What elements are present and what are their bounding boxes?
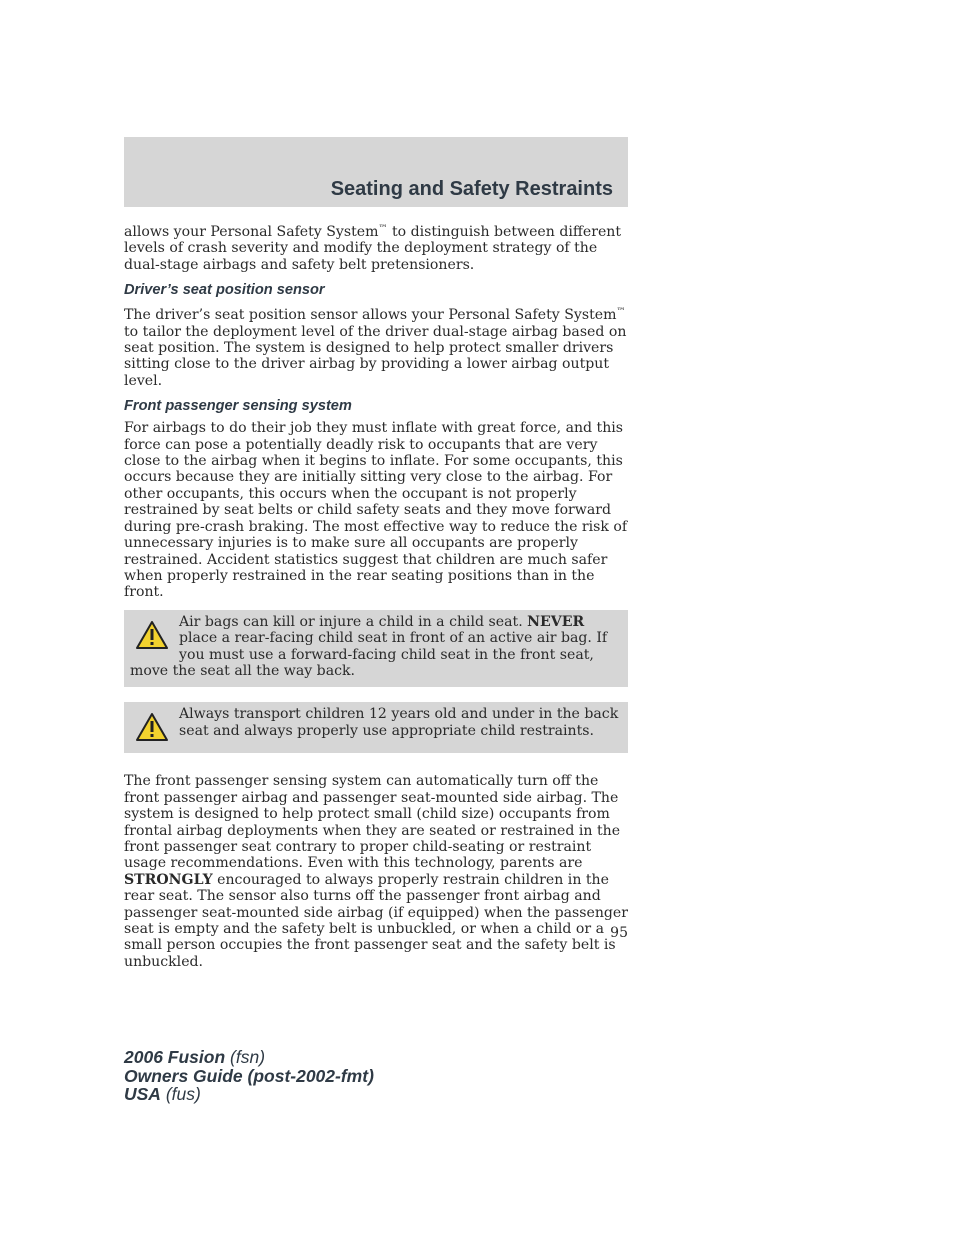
warning-text: Always transport children 12 years old and under in the back seat and always properly use appropriate child restraints. xyxy=(179,706,619,739)
passenger-sensing-heading: Front passenger sensing system xyxy=(124,398,352,415)
warning-text-post: place a rear-facing child seat in front of an active air bag. If you must use a forward-facing child seat in the front seat, move the seat all the way back. xyxy=(130,630,608,679)
warning-box-child-seat xyxy=(124,610,628,688)
closing-text-pre: The front passenger sensing system can automatically turn off the front passenger airbag and passenger seat-mounted side airbag. The system is designed to help protect small (child size) occupants from frontal airbag deployments when they are seated or restrained in the front passenger seat contrary to proper child-seating or restraint usage recommendations. Even with this technology, parents are xyxy=(124,773,621,872)
closing-text-post: encouraged to always properly restrain children in the rear seat. The sensor also turns off the passenger front airbag and passenger seat-mounted side airbag (if equipped) when the passenger seat is empty and the safety belt is unbuckled, or when a child or a small person occupies the front passenger seat and the safety belt is unbuckled. xyxy=(124,871,628,970)
driver-sensor-paragraph xyxy=(124,304,628,389)
warning-text-pre: Air bags can kill or injure a child in a child seat. xyxy=(179,613,528,630)
driver-sensor-text-post: to tailor the deployment level of the driver dual-stage airbag based on seat position. The system is designed to help protect smaller drivers sitting close to the driver airbag by providing a lower airbag output level. xyxy=(124,323,627,389)
footer-guide: Owners Guide (post-2002-fmt) xyxy=(124,1065,374,1086)
page-number: 95 xyxy=(610,925,628,941)
intro-text-post: to distinguish between different levels of crash severity and modify the deployment strategy of the dual-stage airbags and safety belt pretensioners. xyxy=(124,224,622,273)
footer-market-code: (fus) xyxy=(160,1084,201,1104)
footer-model: 2006 Fusion xyxy=(124,1047,226,1067)
section-header-band xyxy=(124,137,628,207)
intro-text-pre: allows your Personal Safety System xyxy=(124,224,379,240)
page-content xyxy=(124,221,628,979)
footer-line-market xyxy=(124,1085,374,1104)
footer-line-guide xyxy=(124,1067,374,1086)
trademark-symbol: ™ xyxy=(616,307,626,318)
passenger-sensing-paragraph: For airbags to do their job they must inflate with great force, and this force can pose a potentially deadly risk to occupants that are very close to the airbag when it begins to inflate. For some occupants, this occurs because they are initially sitting very close to the airbag. For other occupants, this occurs when the occupant is not properly restrained by seat belts or child safety seats and they move forward during pre-crash braking. The most effective way to reduce the risk of unnecessary injuries is to make sure all occupants are properly restrained. Accident statistics suggest that children are much safer when properly restrained in the rear seating positions than in the front. xyxy=(124,420,628,601)
section-title: Seating and Safety Restraints xyxy=(330,178,613,200)
footer-model-code: (fsn) xyxy=(225,1047,266,1067)
driver-sensor-text-pre: The driver’s seat position sensor allows your Personal Safety System xyxy=(124,307,617,324)
footer-line-model xyxy=(124,1048,374,1067)
warning-triangle-icon xyxy=(135,712,169,742)
driver-sensor-heading: Driver’s seat position sensor xyxy=(124,282,325,299)
closing-emphasis: STRONGLY xyxy=(124,871,213,888)
document-footer xyxy=(124,1048,374,1104)
warning-emphasis: NEVER xyxy=(527,613,585,630)
footer-market: USA xyxy=(124,1084,161,1104)
intro-paragraph xyxy=(124,221,628,273)
warning-box-back-seat xyxy=(124,702,628,753)
trademark-symbol: ™ xyxy=(378,224,388,234)
warning-triangle-icon xyxy=(135,620,169,650)
